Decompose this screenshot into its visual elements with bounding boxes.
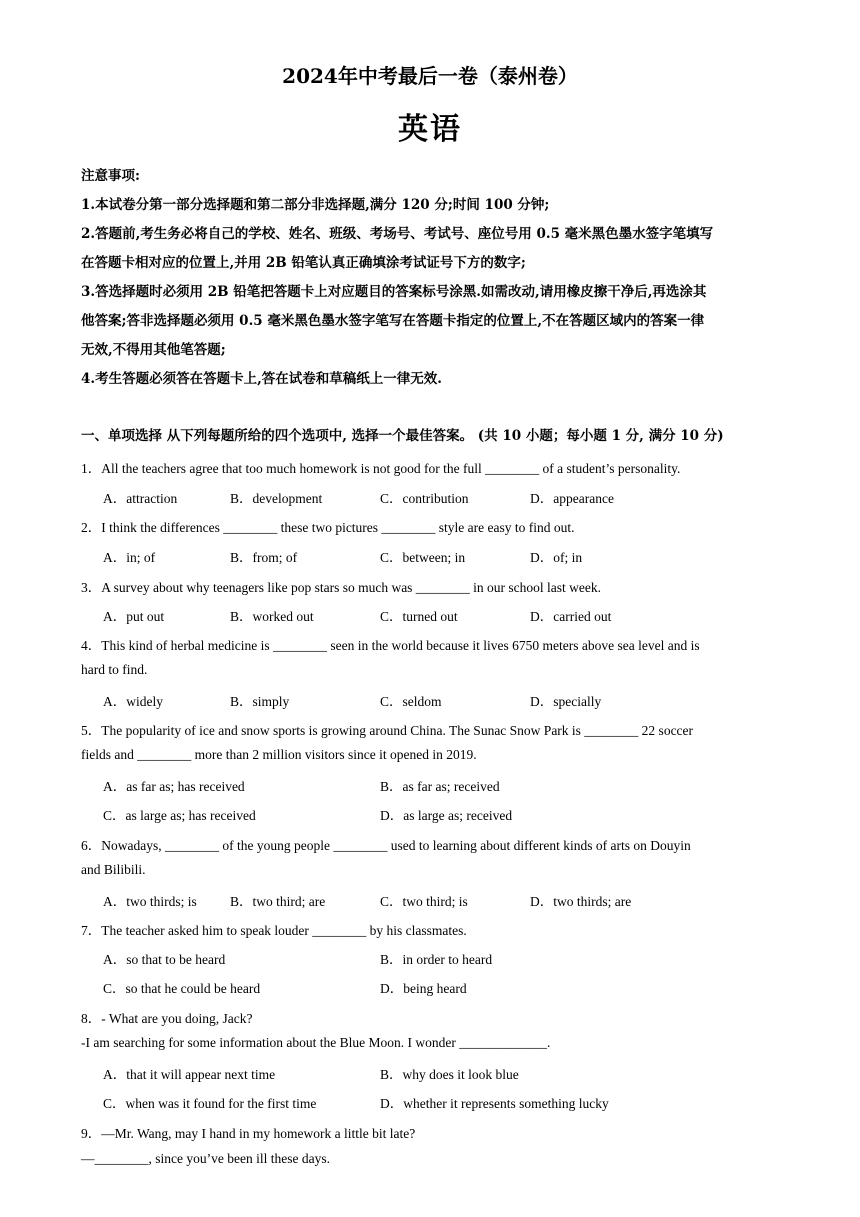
question-7-option-a: A．so that to be heard: [103, 952, 226, 967]
question-7-option-c: C．so that he could be heard: [103, 981, 261, 996]
question-2-option-d: D．of; in: [530, 550, 583, 565]
question-1-option-c: C．contribution: [380, 491, 469, 506]
notice-line: 他答案;答非选择题必须用 0.5 毫米黑色墨水签字笔写在答题卡指定的位置上,不在答题区域内的答案一律: [81, 313, 705, 329]
question-7-option-b: B．in order to heard: [380, 952, 493, 967]
question-3-stem: 3．A survey about why teenagers like pop stars so much was ________ in our school last week.: [81, 580, 602, 595]
question-4-stem-cont: hard to find.: [81, 662, 148, 677]
question-8-option-a: A．that it will appear next time: [103, 1067, 276, 1082]
question-4-option-c: C．seldom: [380, 694, 442, 709]
question-1-option-d: D．appearance: [530, 491, 614, 506]
notice-line: 3.答选择题时必须用 2B 铅笔把答题卡上对应题目的答案标号涂黑.如需改动,请用橡皮擦干净后,再选涂其: [81, 284, 707, 300]
question-6-stem: 6．Nowadays, ________ of the young people ________ used to learning about different kinds of arts on Douyin: [81, 838, 691, 853]
section-heading: 一、单项选择 从下列每题所给的四个选项中, 选择一个最佳答案。 (共 10 小题；每小题 1 分, 满分 10 分): [81, 428, 724, 444]
question-5-option-d: D．as large as; received: [380, 808, 513, 823]
question-6-option-d: D．two thirds; are: [530, 894, 632, 909]
question-4-stem: 4．This kind of herbal medicine is ________ seen in the world because it lives 6750 meters above sea level and is: [81, 638, 700, 653]
subject-title: 英语: [398, 112, 462, 147]
question-5-stem-cont: fields and ________ more than 2 million visitors since it opened in 2019.: [81, 747, 477, 762]
notice-block: [81, 162, 781, 394]
question-2-stem: 2．I think the differences ________ these two pictures ________ style are easy to find out.: [81, 520, 575, 535]
question-1-option-a: A．attraction: [103, 491, 178, 506]
question-6-option-c: C．two third; is: [380, 894, 468, 909]
question-8-option-d: D．whether it represents something lucky: [380, 1096, 609, 1111]
question-7-stem: 7．The teacher asked him to speak louder ________ by his classmates.: [81, 923, 467, 938]
question-3-option-a: A．put out: [103, 609, 165, 624]
question-5-option-b: B．as far as; received: [380, 779, 500, 794]
question-2-option-a: A．in; of: [103, 550, 156, 565]
question-9-stem-cont: —________, since you’ve been ill these days.: [81, 1151, 330, 1166]
question-5-stem: 5．The popularity of ice and snow sports is growing around China. The Sunac Snow Park is ________ 22 soccer: [81, 723, 694, 738]
question-7-option-d: D．being heard: [380, 981, 467, 996]
question-3-option-c: C．turned out: [380, 609, 458, 624]
question-8-stem-cont: -I am searching for some information about the Blue Moon. I wonder _____________.: [81, 1035, 551, 1050]
question-1-stem: 1．All the teachers agree that too much homework is not good for the full ________ of a student’s personality.: [81, 461, 681, 476]
notice-line: 无效,不得用其他笔答题;: [81, 342, 226, 358]
question-4-option-a: A．widely: [103, 694, 163, 709]
question-2-option-c: C．between; in: [380, 550, 466, 565]
question-2-option-b: B．from; of: [230, 550, 298, 565]
question-9-stem: 9．—Mr. Wang, may I hand in my homework a little bit late?: [81, 1126, 416, 1141]
question-8-option-b: B．why does it look blue: [380, 1067, 519, 1082]
notice-line: 4.考生答题必须答在答题卡上,答在试卷和草稿纸上一律无效.: [81, 371, 442, 387]
notice-heading: 注意事项:: [81, 168, 140, 184]
question-5-option-a: A．as far as; has received: [103, 779, 245, 794]
notice-line: 在答题卡相对应的位置上,并用 2B 铅笔认真正确填涂考试证号下方的数字;: [81, 255, 526, 271]
question-5-option-c: C．as large as; has received: [103, 808, 256, 823]
question-3-option-d: D．carried out: [530, 609, 612, 624]
question-6-option-a: A．two thirds; is: [103, 894, 197, 909]
question-8-stem: 8．- What are you doing, Jack?: [81, 1011, 253, 1026]
question-4-option-b: B．simply: [230, 694, 290, 709]
notice-line: 2.答题前,考生务必将自己的学校、姓名、班级、考场号、考试号、座位号用 0.5 毫米黑色墨水签字笔填写: [81, 226, 714, 242]
question-6-option-b: B．two third; are: [230, 894, 326, 909]
question-3-option-b: B．worked out: [230, 609, 314, 624]
exam-title: 2024年中考最后一卷（泰州卷）: [282, 64, 578, 88]
question-8-option-c: C．when was it found for the first time: [103, 1096, 317, 1111]
question-6-stem-cont: and Bilibili.: [81, 862, 146, 877]
question-4-option-d: D．specially: [530, 694, 602, 709]
question-1-option-b: B．development: [230, 491, 323, 506]
notice-line: 1.本试卷分第一部分选择题和第二部分非选择题,满分 120 分;时间 100 分钟;: [81, 197, 550, 213]
